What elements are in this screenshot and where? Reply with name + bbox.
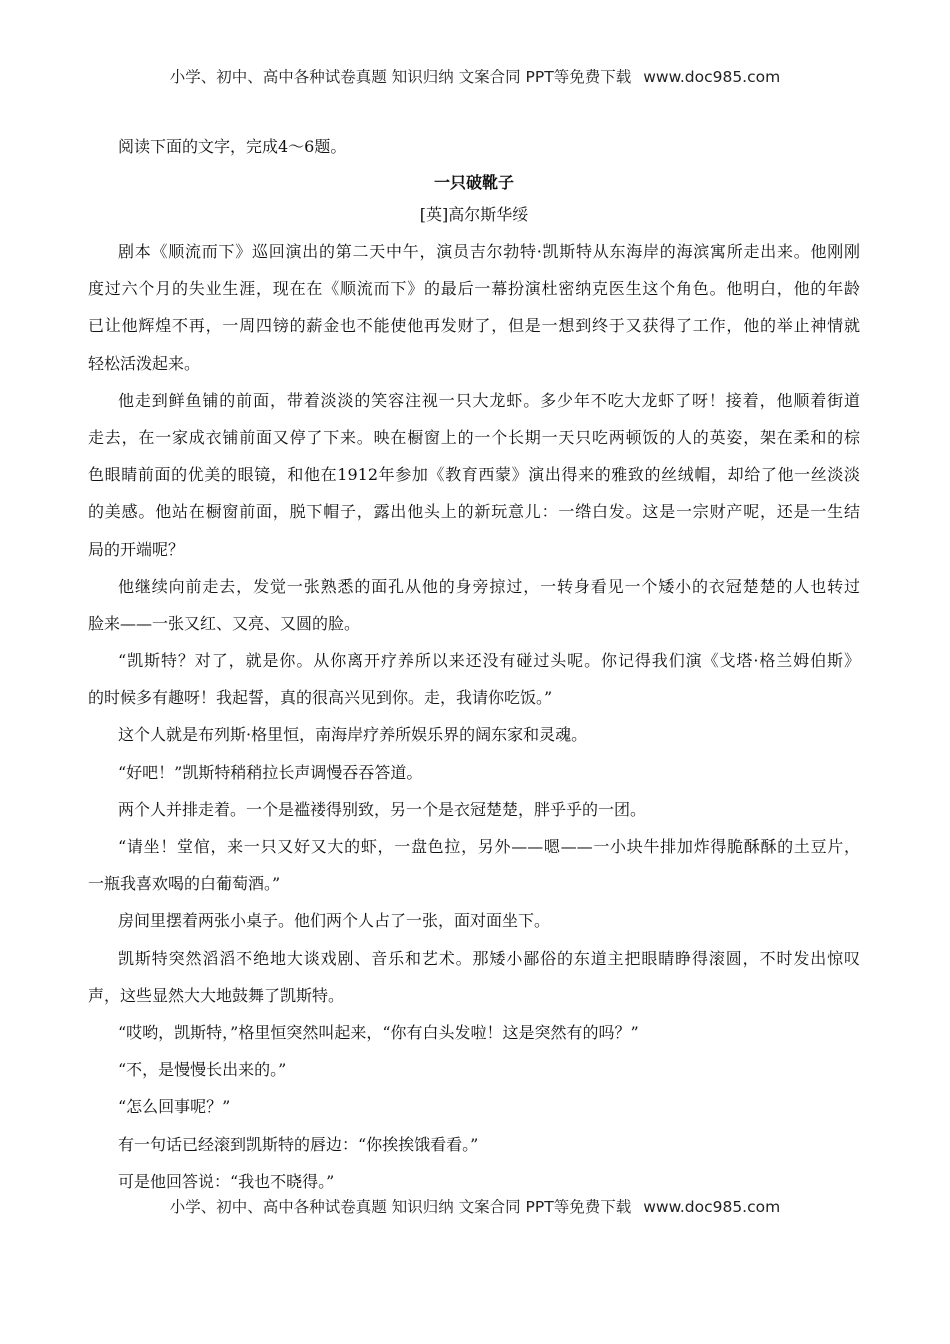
story-author: [英]高尔斯华绥 — [419, 205, 529, 224]
page-footer-banner — [0, 1195, 950, 1217]
paragraph-line: 轻松活泼起来。 — [88, 353, 201, 373]
paragraph — [88, 1126, 860, 1163]
paragraph — [88, 1051, 860, 1088]
header-text: 小学、初中、高中各种试卷真题 知识归纳 文案合同 PPT等免费下载 — [169, 68, 632, 86]
paragraph — [88, 791, 860, 828]
paragraph-line: “不，是慢慢长出来的。” — [118, 1060, 287, 1080]
footer-url: www.doc985.com — [643, 1198, 781, 1216]
paragraph-line: 色眼睛前面的优美的眼镜，和他在1912年参加《教育西蒙》演出得来的雅致的丝绒帽，却给了他一丝淡淡 — [88, 465, 860, 485]
paragraph — [88, 1014, 860, 1051]
paragraph-line: 他走到鲜鱼铺的前面，带着淡淡的笑容注视一只大龙虾。多少年不吃大龙虾了呀！接着，他顺着街道 — [118, 390, 860, 410]
paragraph-line: 一瓶我喜欢喝的白葡萄酒。” — [88, 874, 281, 894]
paragraph — [88, 233, 860, 382]
document-body — [88, 135, 860, 1200]
paragraph — [88, 1088, 860, 1125]
paragraph — [88, 754, 860, 791]
paragraph — [88, 828, 860, 902]
paragraph-line: 脸来——一张又红、又亮、又圆的脸。 — [88, 613, 361, 633]
paragraph-line: 走去，在一家成衣铺前面又停了下来。映在橱窗上的一个长期一天只吃两顿饭的人的英姿，架在柔和的棕 — [88, 427, 860, 447]
paragraph-line: 局的开端呢？ — [88, 539, 185, 559]
paragraph — [88, 382, 860, 568]
paragraph — [88, 642, 860, 716]
paragraph-line: 两个人并排走着。一个是褴褛得别致，另一个是衣冠楚楚，胖乎乎的一团。 — [118, 799, 647, 819]
paragraph-line: 声，这些显然大大地鼓舞了凯斯特。 — [88, 985, 345, 1005]
footer-text: 小学、初中、高中各种试卷真题 知识归纳 文案合同 PPT等免费下载 — [169, 1198, 632, 1216]
paragraph-line: “请坐！堂倌，来一只又好又大的虾，一盘色拉，另外——嗯——一小块牛排加炸得脆酥酥的土豆片， — [118, 837, 860, 856]
paragraph — [88, 716, 860, 753]
paragraph — [88, 940, 860, 1014]
paragraph-line: “哎哟，凯斯特，”格里恒突然叫起来，“你有白头发啦！这是突然有的吗？” — [118, 1022, 639, 1042]
paragraph-line: 这个人就是布列斯·格里恒，南海岸疗养所娱乐界的阔东家和灵魂。 — [118, 725, 588, 745]
paragraph-line: 剧本《顺流而下》巡回演出的第二天中午，演员吉尔勃特·凯斯特从东海岸的海滨寓所走出来。他刚刚 — [118, 242, 860, 261]
paragraph-line: “凯斯特？对了，就是你。从你离开疗养所以来还没有碰过头呢。你记得我们演《戈塔·格兰姆伯斯》 — [118, 651, 860, 671]
paragraph-line: “好吧！”凯斯特稍稍拉长声调慢吞吞答道。 — [118, 762, 423, 782]
instructions: 阅读下面的文字，完成4～6题。 — [118, 137, 347, 156]
paragraph-line: 的美感。他站在橱窗前面，脱下帽子，露出他头上的新玩意儿：一绺白发。这是一宗财产呢，还是一生结 — [88, 502, 860, 522]
story-text — [88, 233, 860, 1200]
story-title: 一只破靴子 — [433, 173, 514, 192]
paragraph-line: 房间里摆着两张小桌子。他们两个人占了一张，面对面坐下。 — [118, 911, 551, 931]
paragraph — [88, 902, 860, 939]
page-header-banner — [0, 65, 950, 87]
paragraph-line: 度过六个月的失业生涯，现在在《顺流而下》的最后一幕扮演杜密纳克医生这个角色。他明白，他的年龄 — [88, 279, 860, 299]
paragraph-line: 有一句话已经滚到凯斯特的唇边：“你挨挨饿看看。” — [118, 1134, 479, 1154]
header-url: www.doc985.com — [643, 68, 781, 86]
paragraph-line: 的时候多有趣呀！我起誓，真的很高兴见到你。走，我请你吃饭。” — [88, 688, 553, 708]
paragraph — [88, 568, 860, 642]
paragraph-line: 凯斯特突然滔滔不绝地大谈戏剧、音乐和艺术。那矮小鄙俗的东道主把眼睛睁得滚圆，不时发出惊叹 — [118, 948, 860, 968]
paragraph-line: 已让他辉煌不再，一周四镑的薪金也不能使他再发财了，但是一想到终于又获得了工作，他的举止神情就 — [88, 316, 860, 336]
paragraph-line: 他继续向前走去，发觉一张熟悉的面孔从他的身旁掠过，一转身看见一个矮小的衣冠楚楚的人也转过 — [118, 576, 860, 596]
paragraph-line: “怎么回事呢？” — [118, 1097, 231, 1117]
paragraph-line: 可是他回答说：“我也不晓得。” — [118, 1171, 335, 1191]
